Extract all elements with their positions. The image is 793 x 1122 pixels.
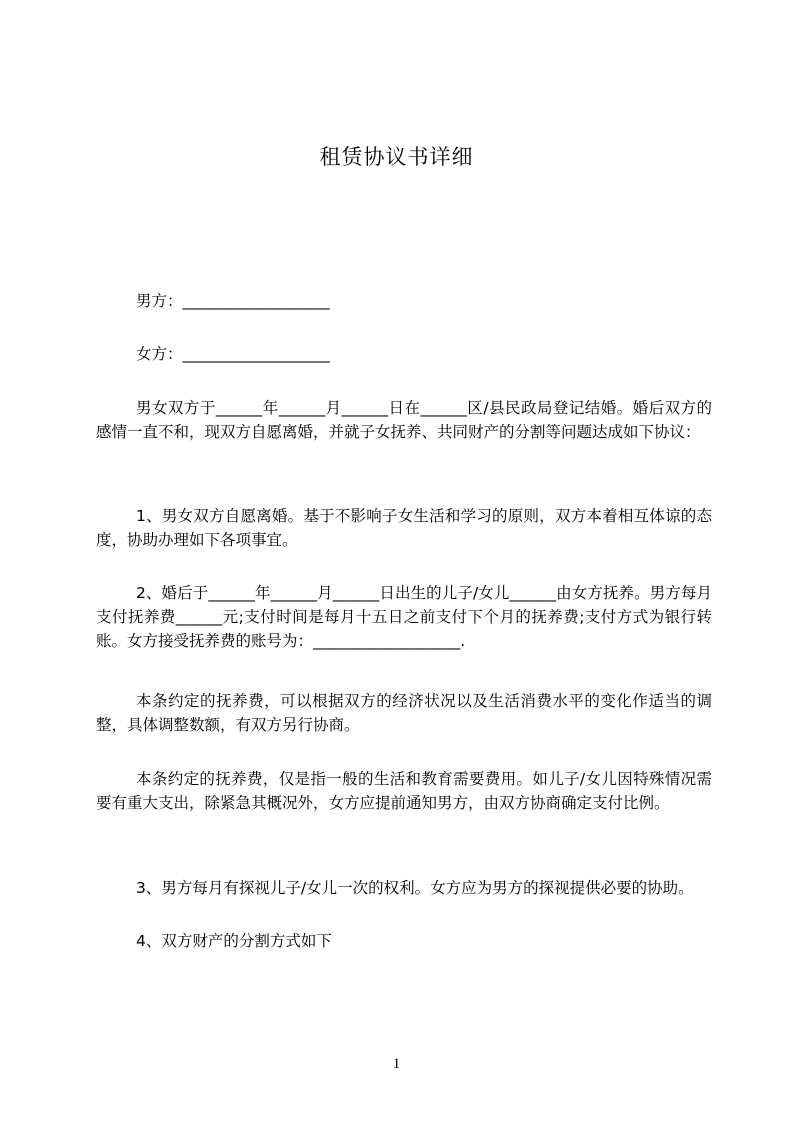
clause-2-paragraph: 2、婚后于______年______月______日出生的儿子/女儿______由女方抚养。男方每月支付抚养费______元;支付时间是每月十五日之前支付下个月的抚养费;支付方式为银行转账。女方接受抚养费的账号为：___________________. [96, 584, 712, 650]
clause-1-paragraph: 1、男女双方自愿离婚。基于不影响子女生活和学习的原则，双方本着相互体谅的态度，协助办理如下各项事宜。 [96, 507, 712, 549]
support-adjustment-paragraph: 本条约定的抚养费，可以根据双方的经济状况以及生活消费水平的变化作适当的调整，具体调整数额，有双方另行协商。 [96, 692, 712, 734]
male-party-field: 男方：___________________ [136, 292, 330, 310]
marriage-registration-paragraph: 男女双方于______年______月______日在______区/县民政局登记结婚。婚后双方的感情一直不和，现双方自愿离婚，并就子女抚养、共同财产的分割等问题达成如下协议： [96, 399, 712, 441]
clause-3-paragraph: 3、男方每月有探视儿子/女儿一次的权利。女方应为男方的探视提供必要的协助。 [136, 879, 694, 897]
female-party-field: 女方：___________________ [136, 345, 330, 363]
clause-4-paragraph: 4、双方财产的分割方式如下 [136, 932, 332, 950]
support-scope-paragraph: 本条约定的抚养费，仅是指一般的生活和教育需要费用。如儿子/女儿因特殊情况需要有重大支出，除紧急其概况外，女方应提前通知男方，由双方协商确定支付比例。 [96, 770, 712, 812]
page-number: 1 [392, 1056, 401, 1072]
document-title: 租赁协议书详细 [319, 145, 474, 169]
